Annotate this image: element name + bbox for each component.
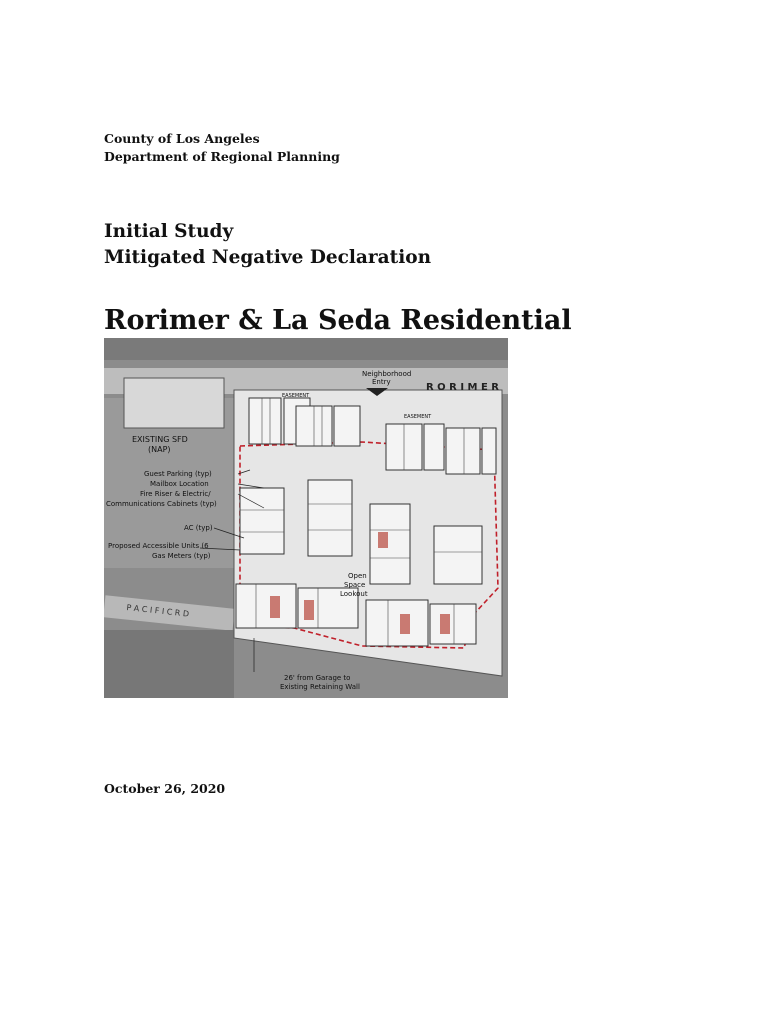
callout-mailbox: Mailbox Location [150, 480, 209, 488]
garage-note-2: Existing Retaining Wall [280, 683, 360, 691]
callout-fire-riser: Fire Riser & Electric/ [140, 490, 211, 498]
callout-accessible-units: Proposed Accessible Units (6 [108, 542, 209, 550]
document-date: October 26, 2020 [104, 781, 226, 796]
aerial-south-lots [104, 630, 234, 698]
agency-block [104, 130, 340, 166]
easement-label-1: EASEMENT [282, 393, 310, 399]
open-space-label-3: Lookout [340, 590, 368, 598]
easement-label-2: EASEMENT [404, 414, 432, 420]
street-pacific-label: P A C I F I C R D [125, 603, 190, 619]
entry-label-2: Entry [372, 378, 391, 386]
document-type-block [104, 219, 431, 271]
agency-county: County of Los Angeles [104, 131, 260, 146]
open-space-label-2: Space [344, 581, 366, 589]
entry-label-1: Neighborhood [362, 370, 412, 378]
callout-communications: Communications Cabinets (typ) [106, 500, 217, 508]
aerial-north-strip [104, 338, 508, 360]
document-type-mnd: Mitigated Negative Declaration [104, 247, 432, 268]
document-type-initial-study: Initial Study [104, 221, 234, 242]
site-plan-drawing [104, 338, 508, 698]
existing-building-top [124, 378, 224, 428]
street-rorimer-label: R O R I M E R [426, 382, 499, 393]
callout-gas-meters: Gas Meters (typ) [152, 552, 211, 560]
agency-department: Department of Regional Planning [104, 149, 340, 164]
callout-guest-parking: Guest Parking (typ) [144, 470, 212, 478]
project-title: Rorimer & La Seda Residential [104, 305, 572, 336]
callout-ac: AC (typ) [184, 524, 213, 532]
existing-sfd-label-1: EXISTING SFD [132, 435, 188, 444]
site-plan-image [104, 338, 508, 698]
existing-sfd-label-2: (NAP) [148, 445, 171, 454]
open-space-label-1: Open [348, 572, 367, 580]
garage-note-1: 26' from Garage to [284, 674, 351, 682]
